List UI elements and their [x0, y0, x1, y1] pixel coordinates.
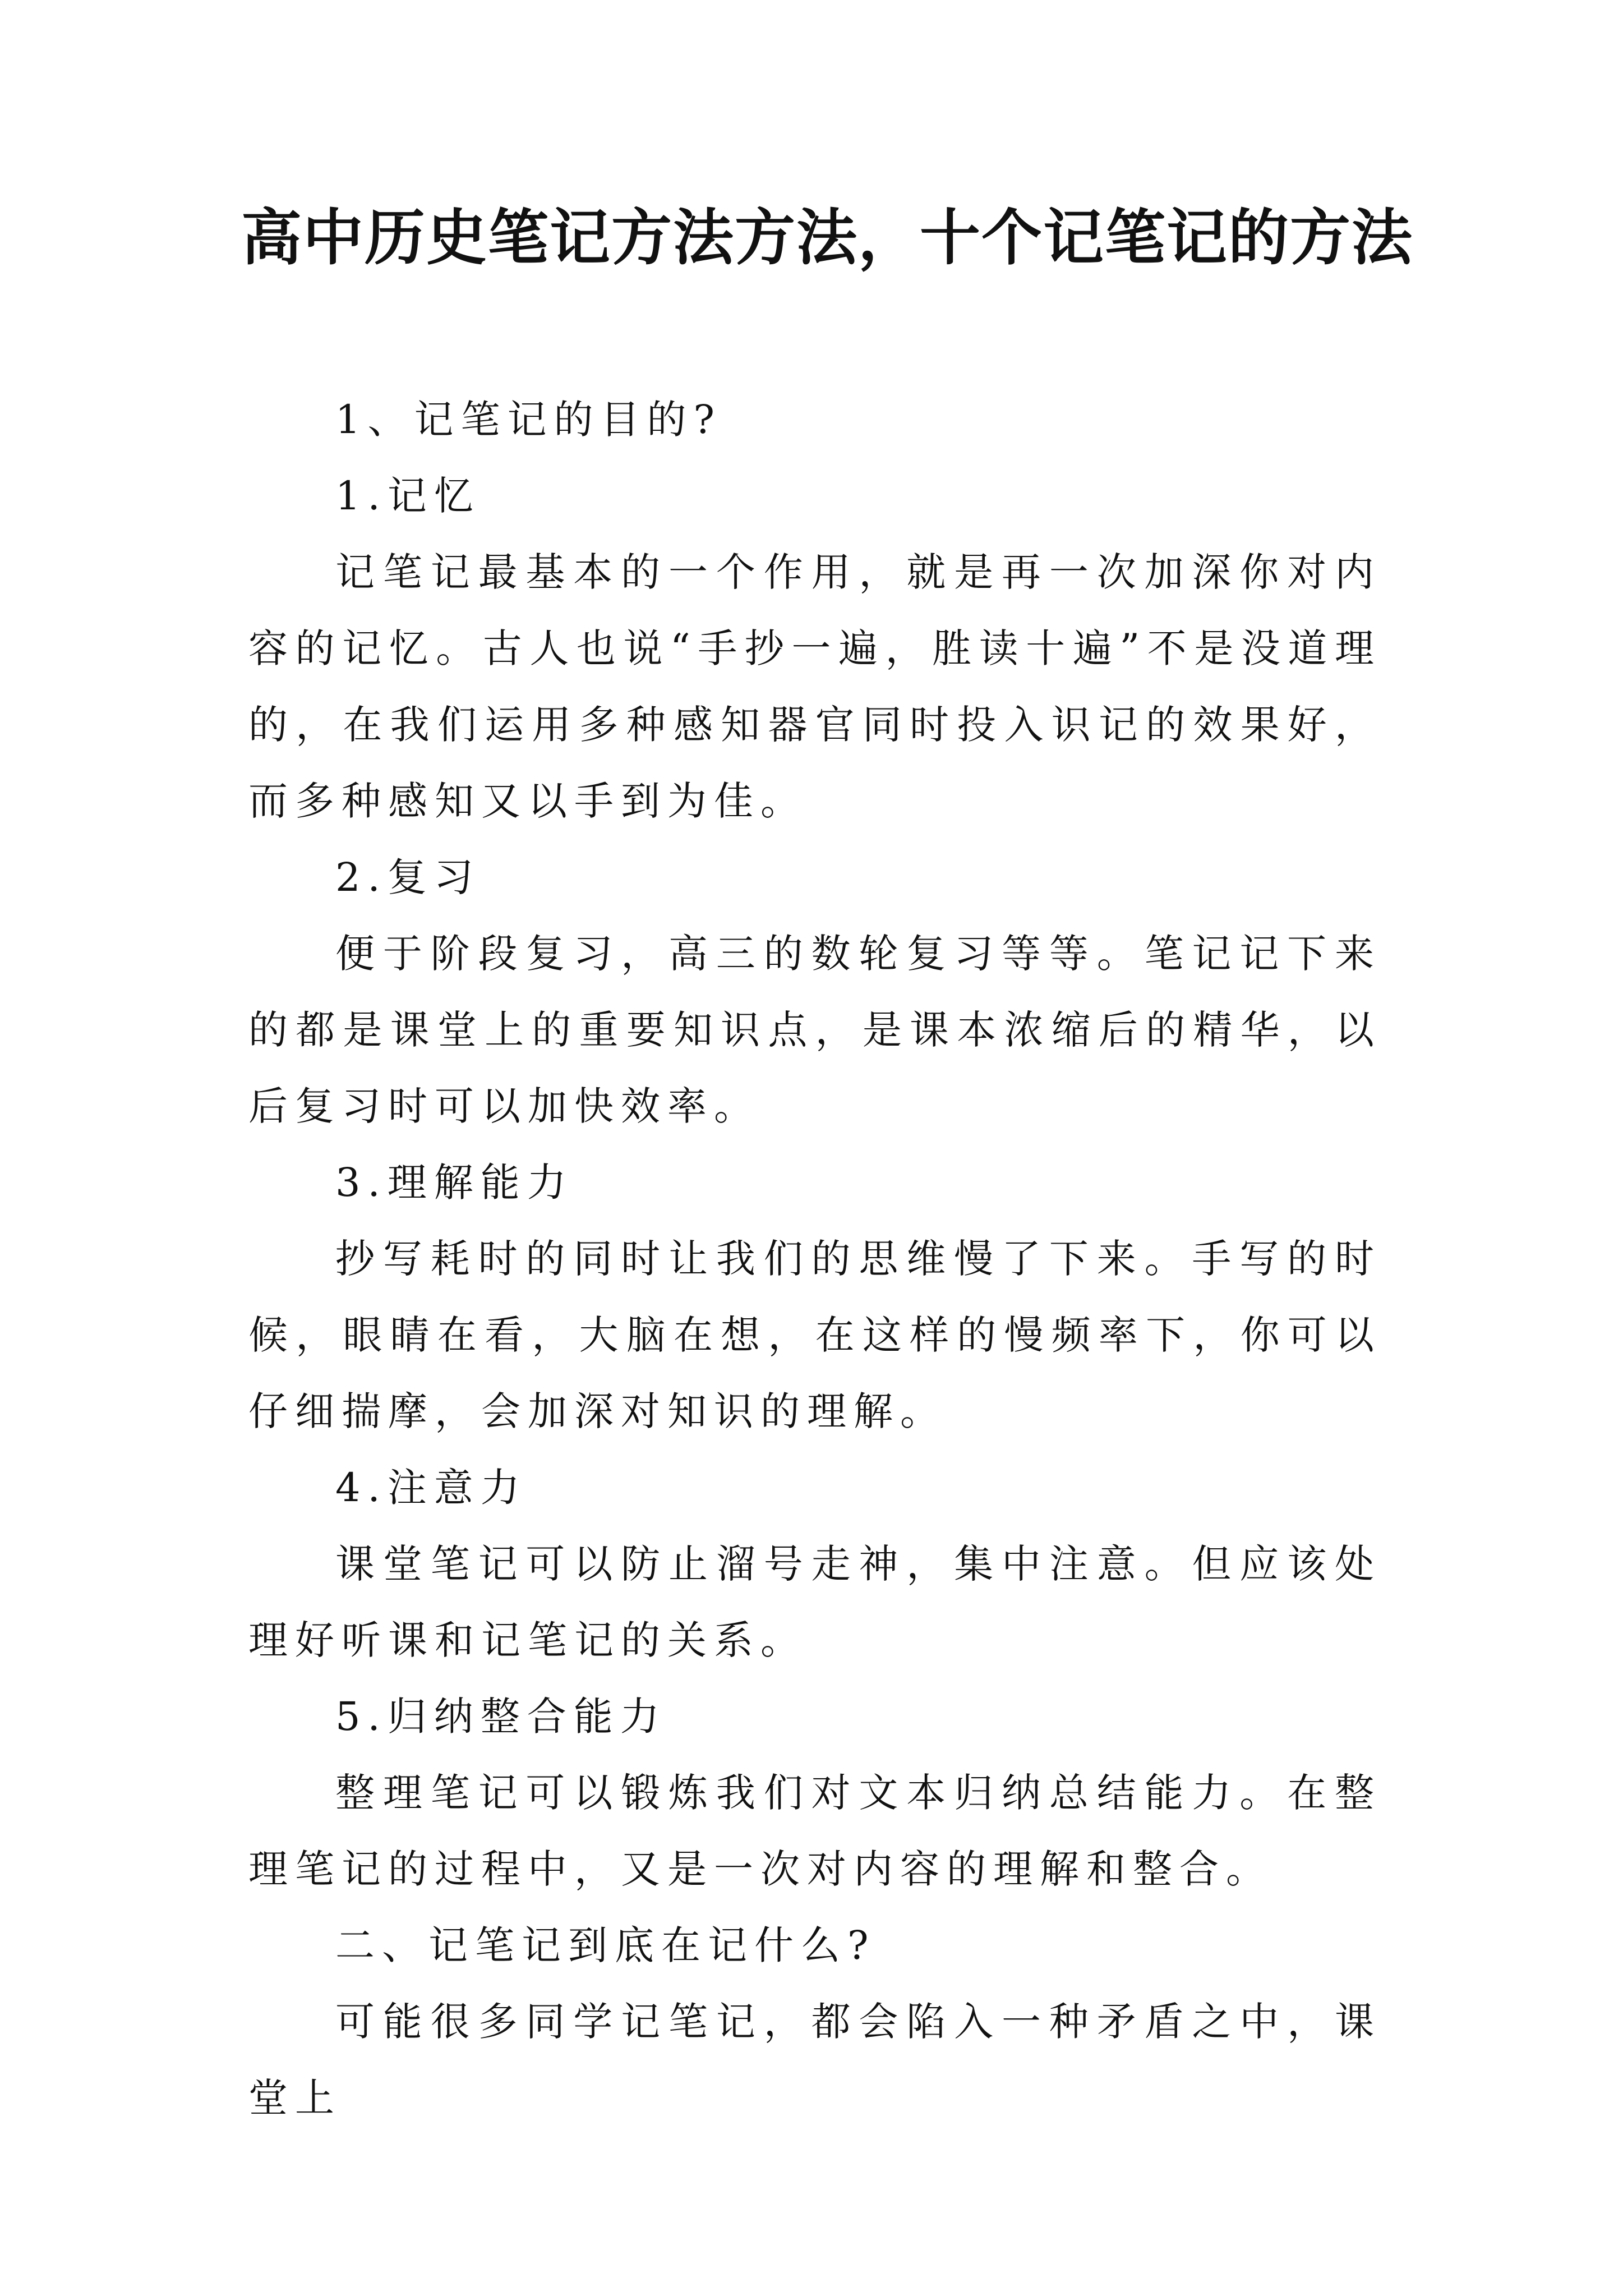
document-body — [248, 381, 1381, 2136]
section-heading-purpose: 1、记笔记的目的? — [335, 397, 722, 443]
paragraph-attention: 课堂笔记可以防止溜号走神，集中注意。但应该处理好听课和记笔记的关系。 — [248, 1541, 1381, 1663]
paragraph-summarizing: 整理笔记可以锻炼我们对文本归纳总结能力。在整理笔记的过程中，又是一次对内容的理解和整合。 — [248, 1770, 1381, 1892]
paragraph-review: 便于阶段复习，高三的数轮复习等等。笔记记下来的都是课堂上的重要知识点，是课本浓缩后的精华，以后复习时可以加快效率。 — [248, 931, 1381, 1129]
paragraph-what-to-note: 可能很多同学记笔记，都会陷入一种矛盾之中，课堂上 — [248, 1999, 1381, 2121]
paragraph-memory: 记笔记最基本的一个作用，就是再一次加深你对内容的记忆。古人也说“手抄一遍，胜读十遍”不是没道理的，在我们运用多种感知器官同时投入识记的效果好，而多种感知又以手到为佳。 — [248, 549, 1381, 824]
subheading-review: 2.复习 — [335, 854, 481, 900]
subheading-understanding: 3.理解能力 — [335, 1159, 574, 1205]
document-title: 高中历史笔记方法方法，十个记笔记的方法 — [241, 203, 1414, 273]
subheading-memory: 1.记忆 — [335, 473, 481, 519]
subheading-summarizing: 5.归纳整合能力 — [335, 1694, 667, 1740]
section-heading-what-to-note: 二、记笔记到底在记什么? — [335, 1922, 876, 1968]
subheading-attention: 4.注意力 — [335, 1465, 527, 1511]
paragraph-understanding: 抄写耗时的同时让我们的思维慢了下来。手写的时候，眼睛在看，大脑在想，在这样的慢频率下，你可以仔细揣摩，会加深对知识的理解。 — [248, 1236, 1381, 1434]
